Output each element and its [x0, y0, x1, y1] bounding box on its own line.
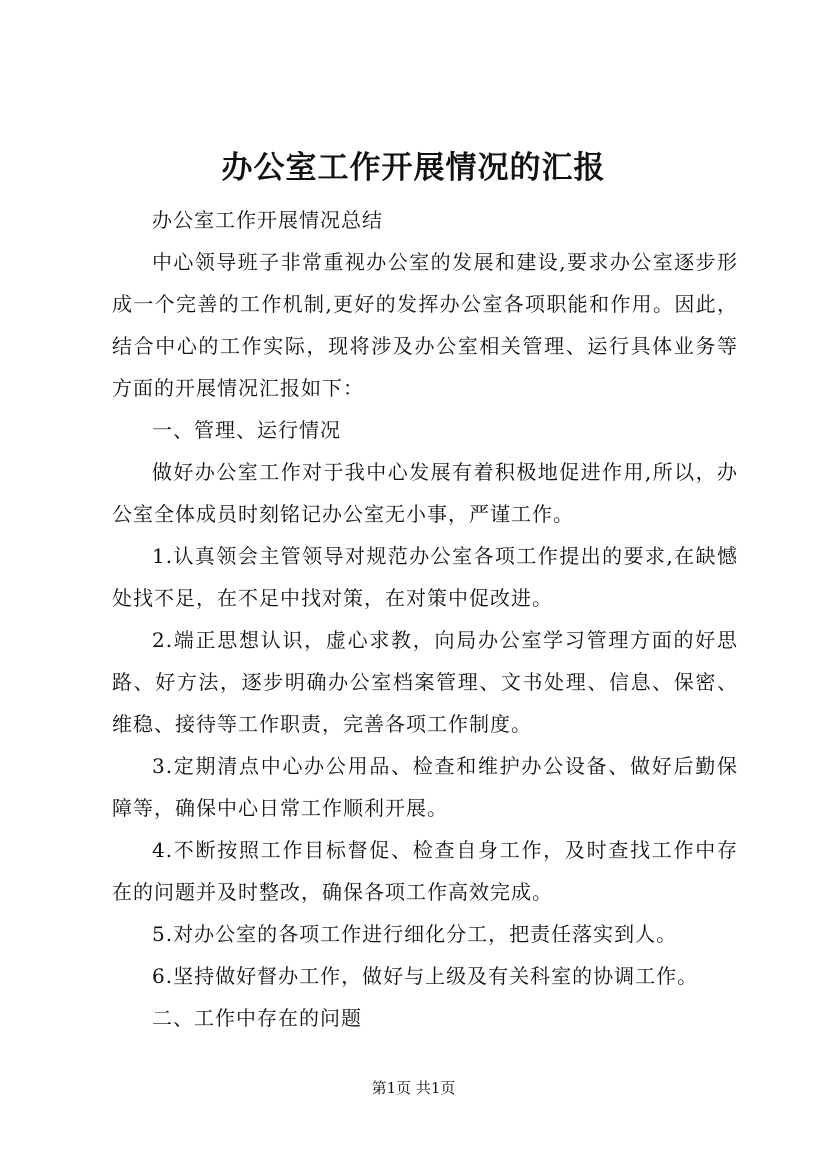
paragraph-subtitle: 办公室工作开展情况总结 [152, 208, 383, 232]
list-item-6: 6.坚持做好督办工作，做好与上级及有关科室的协调工作。 [152, 964, 699, 988]
list-item-2: 2.端正思想认识，虚心求教，向局办公室学习管理方面的好思路、好方法，逐步明确办公室档案管理、文书处理、信息、保密、维稳、接待等工作职责，完善各项工作制度。 [112, 628, 738, 736]
document-body [112, 199, 738, 1039]
paragraph-intro: 中心领导班子非常重视办公室的发展和建设,要求办公室逐步形成一个完善的工作机制,更好的发挥办公室各项职能和作用。因此，结合中心的工作实际，现将涉及办公室相关管理、运行具体业务等方面的开展情况汇报如下： [112, 250, 738, 400]
list-item-5: 5.对办公室的各项工作进行细化分工，把责任落实到人。 [152, 922, 678, 946]
document-title: 办公室工作开展情况的汇报 [221, 150, 606, 186]
section-heading-1: 一、管理、运行情况 [152, 418, 341, 442]
list-item-4: 4.不断按照工作目标督促、检查自身工作，及时查找工作中存在的问题并及时整改，确保各项工作高效完成。 [112, 838, 738, 904]
section-heading-2: 二、工作中存在的问题 [152, 1006, 362, 1030]
list-item-3: 3.定期清点中心办公用品、检查和维护办公设备、做好后勤保障等，确保中心日常工作顺利开展。 [112, 754, 738, 820]
list-item-1: 1.认真领会主管领导对规范办公室各项工作提出的要求,在缺憾处找不足，在不足中找对策，在对策中促改进。 [112, 544, 738, 610]
paragraph: 做好办公室工作对于我中心发展有着积极地促进作用,所以，办公室全体成员时刻铭记办公室无小事，严谨工作。 [112, 460, 738, 526]
page-footer: 第1页 共1页 [371, 1079, 456, 1097]
